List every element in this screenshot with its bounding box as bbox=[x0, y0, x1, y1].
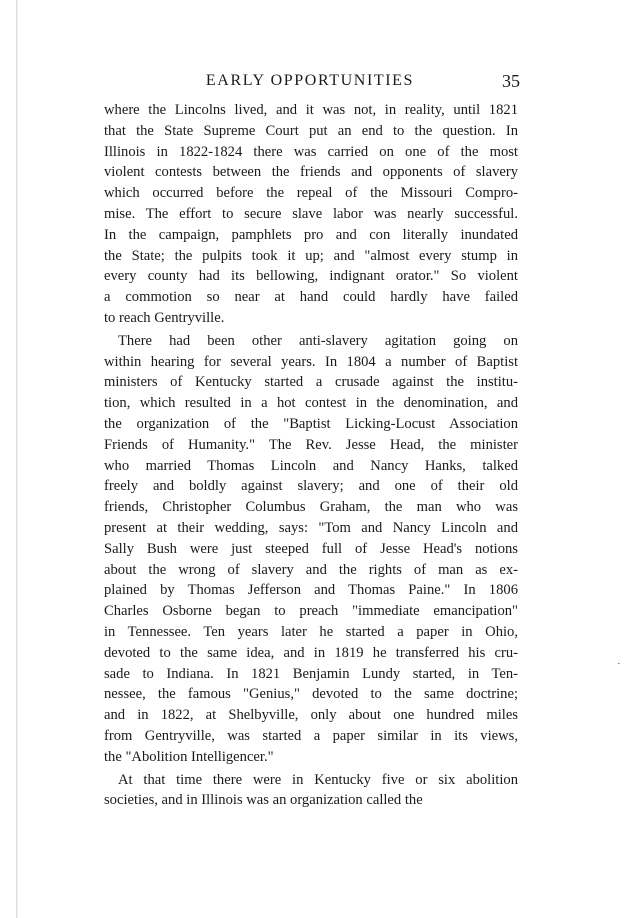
text-line: about the wrong of slavery and the rights of man as ex- bbox=[104, 561, 518, 578]
text-line: sade to Indiana. In 1821 Benjamin Lundy started, in Ten- bbox=[104, 665, 518, 682]
text-line: to reach Gentryville. bbox=[104, 309, 225, 326]
text-line: violent contests between the friends and opponents of slavery bbox=[104, 164, 518, 181]
text-line: from Gentryville, was started a paper similar in its views, bbox=[104, 727, 518, 744]
text-line: plained by Thomas Jefferson and Thomas Paine." In 1806 bbox=[104, 582, 518, 599]
text-line: which occurred before the repeal of the Missouri Compro- bbox=[104, 185, 518, 202]
text-line: mise. The effort to secure slave labor was nearly successful. bbox=[104, 205, 518, 222]
paragraph bbox=[104, 331, 518, 768]
text-line: the organization of the "Baptist Licking-Locust Association bbox=[104, 415, 518, 432]
paragraph bbox=[104, 770, 518, 812]
text-line: tion, which resulted in a hot contest in the denomination, and bbox=[104, 395, 518, 412]
text-line: within hearing for several years. In 1804 a number of Baptist bbox=[104, 353, 518, 370]
text-line: every county had its bellowing, indignant orator." So violent bbox=[104, 268, 518, 285]
text-line: that the State Supreme Court put an end to the question. In bbox=[104, 122, 518, 139]
text-line: Friends of Humanity." The Rev. Jesse Head, the minister bbox=[104, 436, 518, 453]
text-line: devoted to the same idea, and in 1819 he transferred his cru- bbox=[104, 644, 518, 661]
text-line: ministers of Kentucky started a crusade against the institu- bbox=[104, 374, 518, 391]
text-line: Charles Osborne began to preach "immediate emancipation" bbox=[104, 603, 518, 620]
text-line: nessee, the famous "Genius," devoted to the same doctrine; bbox=[104, 686, 518, 703]
text-line: Sally Bush were just steeped full of Jesse Head's notions bbox=[104, 540, 518, 557]
text-line: In the campaign, pamphlets pro and con literally inundated bbox=[104, 226, 518, 243]
text-line: the "Abolition Intelligencer." bbox=[104, 748, 274, 765]
page-number: 35 bbox=[502, 71, 520, 91]
text-line: in Tennessee. Ten years later he started a paper in Ohio, bbox=[104, 623, 518, 640]
text-line: a commotion so near at hand could hardly have failed bbox=[104, 289, 518, 306]
text-line: Illinois in 1822-1824 there was carried on one of the most bbox=[104, 143, 518, 160]
text-line: where the Lincolns lived, and it was not, in reality, until 1821 bbox=[104, 102, 518, 118]
text-line: There had been other anti-slavery agitation going on bbox=[118, 332, 518, 349]
page-body bbox=[104, 100, 518, 811]
text-line: and in 1822, at Shelbyville, only about one hundred miles bbox=[104, 707, 518, 724]
margin-speck: · bbox=[617, 658, 621, 670]
running-title: EARLY OPPORTUNITIES bbox=[205, 72, 415, 89]
text-line: societies, and in Illinois was an organization called the bbox=[104, 792, 423, 809]
paragraph bbox=[104, 100, 518, 329]
text-line: present at their wedding, says: "Tom and Nancy Lincoln and bbox=[104, 519, 518, 536]
text-line: who married Thomas Lincoln and Nancy Hanks, talked bbox=[104, 457, 518, 474]
text-line: At that time there were in Kentucky five or six abolition bbox=[118, 771, 518, 788]
text-line: freely and boldly against slavery; and one of their old bbox=[104, 478, 518, 495]
text-line: friends, Christopher Columbus Graham, the man who was bbox=[104, 499, 518, 516]
page-header bbox=[100, 70, 520, 96]
binding-shadow bbox=[16, 0, 18, 918]
text-line: the State; the pulpits took it up; and "almost every stump in bbox=[104, 247, 518, 264]
